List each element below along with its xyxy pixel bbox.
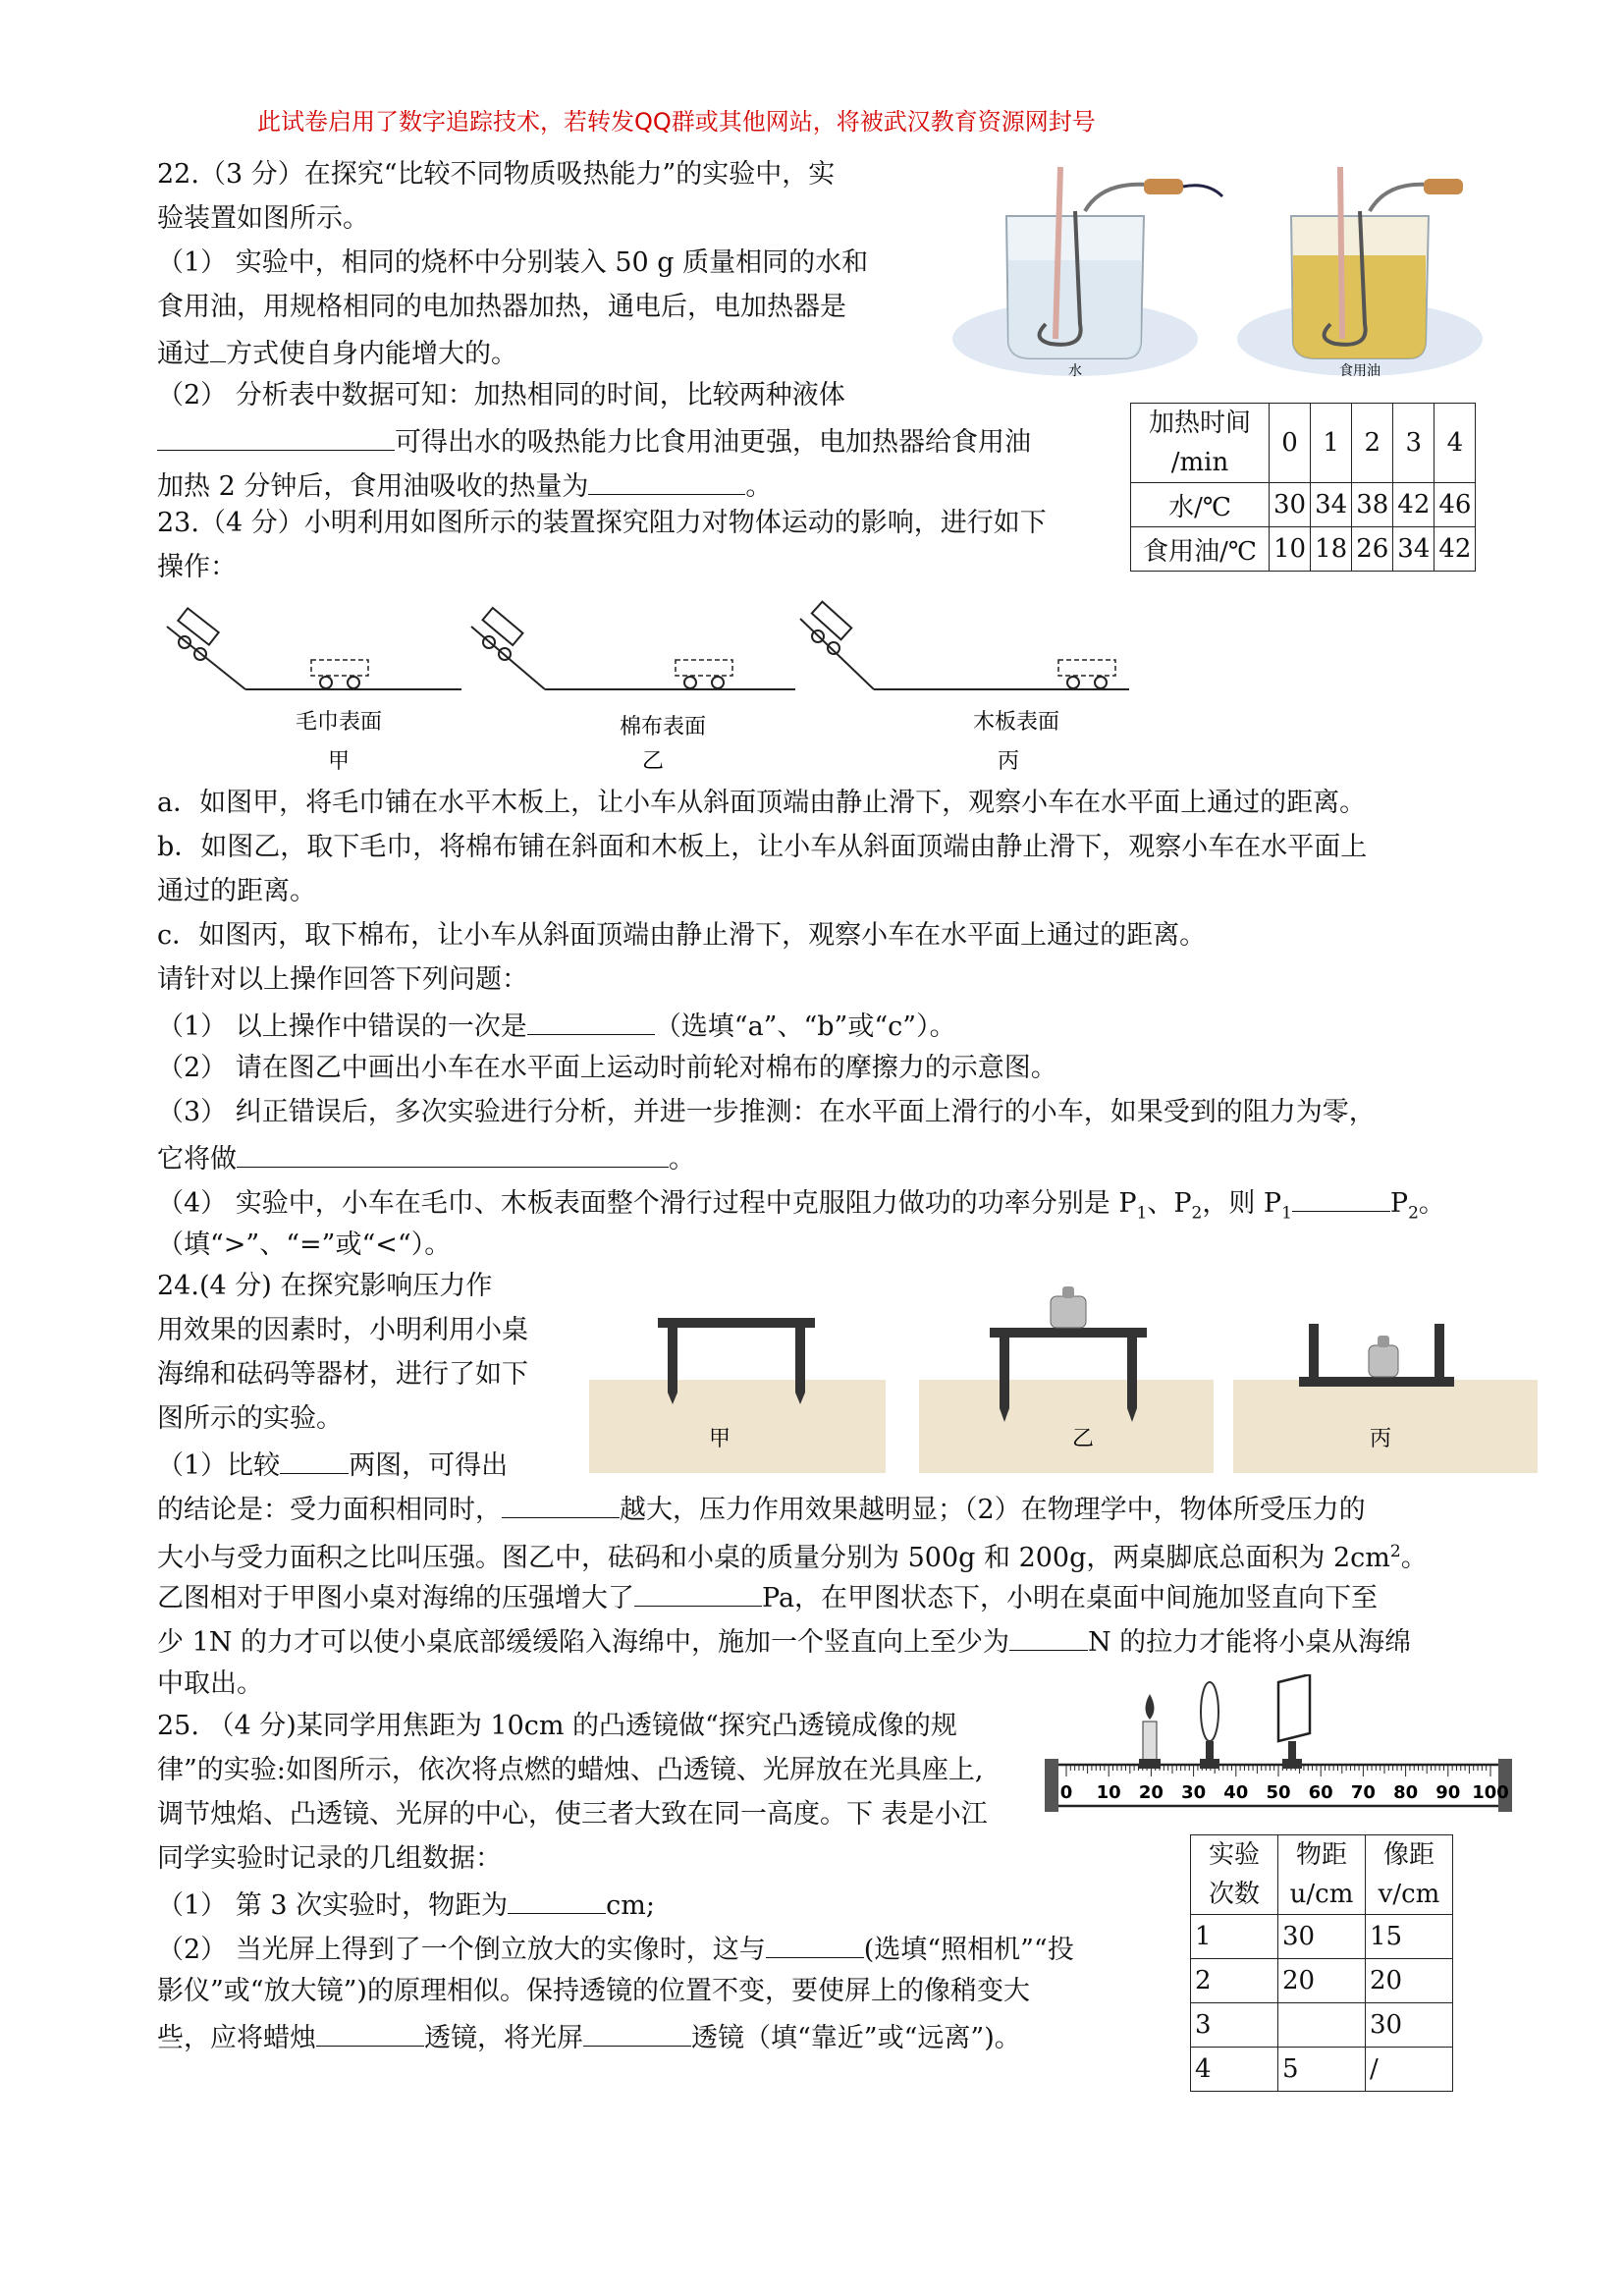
- q24-line7: 大小与受力面积之比叫压强。图乙中，砝码和小桌的质量分别为 500g 和 200g，两桌脚底总面积为 $2cm^2$。: [157, 1542, 1428, 1573]
- sponge-panel-yi: [919, 1286, 1214, 1473]
- beaker1-label: 水: [1068, 363, 1082, 379]
- table-cell: 5: [1278, 2048, 1366, 2092]
- fig-tag-bing: 丙: [997, 749, 1020, 774]
- table-cell: 15: [1366, 1915, 1453, 1959]
- ruler-tick-label: 60: [1308, 1782, 1333, 1803]
- table-row: [1191, 1915, 1453, 1959]
- heating-data-table: [1130, 403, 1476, 572]
- q23-sub3b: 它将做 。: [157, 1137, 695, 1179]
- answer-blank[interactable]: [634, 1576, 762, 1607]
- q23-step-a: a．如图甲，将毛巾铺在水平木板上，让小车从斜面顶端由静止滑下，观察小车在水平面上通过的距离。: [157, 788, 1367, 818]
- beaker2-label: 食用油: [1339, 363, 1380, 379]
- table-cell: 3: [1191, 2003, 1278, 2048]
- table-row: [1191, 2003, 1453, 2048]
- ruler-tick-label: 50: [1266, 1782, 1291, 1803]
- q25-line2: 律”的实验:如图所示，依次将点燃的蜡烛、凸透镜、光屏放在光具座上,: [157, 1755, 984, 1785]
- candle-icon: [1139, 1694, 1161, 1769]
- table-cell: 4: [1191, 2048, 1278, 2092]
- q23-step-c: c．如图丙，取下棉布，让小车从斜面顶端由静止滑下，观察小车在水平面上通过的距离。: [157, 920, 1207, 951]
- q25-line5: （1） 第 3 次实验时，物距为 cm;: [157, 1884, 655, 1926]
- ruler-tick-label: 30: [1181, 1782, 1207, 1803]
- slope-fig-yi: [471, 608, 795, 689]
- q24-line1: 24.(4 分) 在探究影响压力作: [157, 1271, 493, 1301]
- q22-line2: 验装置如图所示。: [157, 203, 369, 234]
- answer-blank[interactable]: [1009, 1620, 1088, 1651]
- table-cell: 30: [1278, 1915, 1366, 1959]
- table-cell: 26: [1352, 527, 1393, 572]
- table-header-cell: 1: [1311, 404, 1352, 483]
- ruler-tick-label: 90: [1435, 1782, 1461, 1803]
- q23-sub4b: （填“>”、“=”或“<“）。: [157, 1229, 452, 1260]
- table-cell: 食用油/℃: [1131, 527, 1270, 572]
- q22-line7: 可得出水的吸热能力比食用油更强，电加热器给食用油: [157, 420, 1031, 463]
- q24-line8: 乙图相对于甲图小桌对海绵的压强增大了 Pa，在甲图状态下，小明在桌面中间施加竖直向下至: [157, 1576, 1378, 1618]
- answer-blank[interactable]: [1292, 1181, 1390, 1212]
- light-screen-icon: [1278, 1674, 1310, 1769]
- table-cell: 38: [1352, 483, 1393, 527]
- answer-blank[interactable]: [280, 1444, 349, 1474]
- ruler-tick-label: 70: [1350, 1782, 1376, 1803]
- surface-label-cotton: 棉布表面: [619, 715, 707, 739]
- table-cell[interactable]: [1278, 2003, 1366, 2048]
- table-cell: /: [1366, 2048, 1453, 2092]
- sponge-table-figure: [587, 1277, 1540, 1473]
- table-row: [1131, 527, 1476, 572]
- fig-tag-jia: 甲: [327, 749, 351, 774]
- watermark-notice: 此试卷启用了数字追踪技术，若转发QQ群或其他网站，将被武汉教育资源网封号: [257, 108, 1096, 136]
- table-row: [1191, 2048, 1453, 2092]
- q22-line3: （1） 实验中，相同的烧杯中分别装入 50 g 质量相同的水和: [157, 247, 869, 278]
- q25-line7: 影仪”或“放大镜”)的原理相似。保持透镜的位置不变，要使屏上的像稍变大: [157, 1976, 1030, 2006]
- ruler-tick-label: 0: [1059, 1782, 1073, 1803]
- sponge-tag-bing: 丙: [1369, 1427, 1392, 1451]
- q25-line8: 些，应将蜡烛 透镜，将光屏 透镜（填“靠近”或“远离”)。: [157, 2016, 1021, 2058]
- sponge-tag-yi: 乙: [1071, 1427, 1095, 1451]
- sponge-panel-jia: [589, 1318, 886, 1473]
- fig-tag-yi: 乙: [641, 749, 665, 774]
- lens-data-table: [1190, 1834, 1453, 2092]
- q22-line4: 食用油，用规格相同的电加热器加热，通电后，电加热器是: [157, 292, 846, 322]
- answer-blank[interactable]: [316, 2016, 424, 2047]
- surface-label-wood: 木板表面: [972, 710, 1060, 735]
- q24-line4: 图所示的实验。: [157, 1403, 343, 1434]
- answer-blank[interactable]: [766, 1928, 864, 1958]
- table-cell: 30: [1366, 2003, 1453, 2048]
- ruler-tick-label: 80: [1393, 1782, 1419, 1803]
- q25-line4: 同学实验时记录的几组数据：: [157, 1843, 502, 1874]
- table-row: [1131, 404, 1476, 483]
- table-header-cell: 像距 v/cm: [1366, 1835, 1453, 1915]
- q23-step-b2: 通过的距离。: [157, 876, 316, 906]
- slope-fig-bing: [800, 602, 1129, 689]
- answer-blank[interactable]: [508, 1884, 606, 1914]
- table-cell: 10: [1270, 527, 1311, 572]
- table-header-cell: 实验 次数: [1191, 1835, 1278, 1915]
- q24-line5: （1）比较 两图，可得出: [157, 1444, 508, 1486]
- table-cell: 18: [1311, 527, 1352, 572]
- table-header-cell: 4: [1435, 404, 1476, 483]
- surface-label-towel: 毛巾表面: [295, 710, 383, 735]
- q24-line9: 少 1N 的力才可以使小桌底部缓缓陷入海绵中，施加一个竖直向上至少为 N 的拉力才能将小桌从海绵: [157, 1620, 1411, 1663]
- ruler-tick-label: 40: [1223, 1782, 1249, 1803]
- ruler-tick-label: 100: [1472, 1782, 1509, 1803]
- table-header-cell: 物距 u/cm: [1278, 1835, 1366, 1915]
- q23-sub4: （4） 实验中，小车在毛巾、木板表面整个滑行过程中克服阻力做功的功率分别是 $P_1$、$P_2$，则 $P_1$ $P_2$。: [157, 1181, 1445, 1232]
- q24-line2: 用效果的因素时，小明利用小桌: [157, 1315, 528, 1345]
- q25-line3: 调节烛焰、凸透镜、光屏的中心，使三者大致在同一高度。下 表是小江: [157, 1799, 988, 1830]
- q23-line1: 23.（4 分）小明利用如图所示的装置探究阻力对物体运动的影响，进行如下: [157, 508, 1047, 538]
- q23-sub1: （1） 以上操作中错误的一次是 （选填“a”、“b”或“c”）。: [157, 1005, 956, 1047]
- q23-sub3: （3） 纠正错误后，多次实验进行分析，并进一步推测：在水平面上滑行的小车，如果受到的阻力为零，: [157, 1097, 1376, 1127]
- ruler-tick-label: 20: [1138, 1782, 1164, 1803]
- table-cell: 30: [1270, 483, 1311, 527]
- q23-sub2: （2） 请在图乙中画出小车在水平面上运动时前轮对棉布的摩擦力的示意图。: [157, 1053, 1057, 1083]
- convex-lens-icon: [1200, 1682, 1219, 1769]
- answer-blank[interactable]: [588, 464, 745, 495]
- table-row: [1191, 1959, 1453, 2003]
- table-cell: 20: [1366, 1959, 1453, 2003]
- table-cell: 42: [1393, 483, 1435, 527]
- sponge-tag-jia: 甲: [708, 1427, 731, 1451]
- table-cell: 34: [1393, 527, 1435, 572]
- q23-ask: 请针对以上操作回答下列问题：: [157, 964, 528, 995]
- q25-line1: 25. （4 分)某同学用焦距为 10cm 的凸透镜做“探究凸透镜成像的规: [157, 1711, 957, 1741]
- slope-fig-jia: [167, 608, 461, 689]
- ruler-tick-label: 10: [1096, 1782, 1121, 1803]
- q24-line6: 的结论是：受力面积相同时， 越大，压力作用效果越明显；（2）在物理学中，物体所受压力的: [157, 1488, 1366, 1530]
- table-cell: 34: [1311, 483, 1352, 527]
- table-row: [1131, 483, 1476, 527]
- table-cell: 水/℃: [1131, 483, 1270, 527]
- table-cell: 20: [1278, 1959, 1366, 2003]
- q22-line8: 加热 2 分钟后，食用油吸收的热量为 。: [157, 464, 772, 507]
- table-cell: 46: [1435, 483, 1476, 527]
- slope-cart-figure: [157, 599, 1159, 776]
- table-row: [1191, 1835, 1453, 1915]
- q24-line10: 中取出。: [157, 1668, 263, 1699]
- table-header-cell: 2: [1352, 404, 1393, 483]
- table-cell: 1: [1191, 1915, 1278, 1959]
- table-header-cell: 3: [1393, 404, 1435, 483]
- q24-line3: 海绵和砝码等器材，进行了如下: [157, 1359, 528, 1390]
- answer-blank[interactable]: [157, 420, 395, 451]
- answer-blank[interactable]: [237, 1137, 669, 1168]
- q22-line5: 通过 方式使自身内能增大的。: [157, 332, 517, 374]
- beakers-figure: [938, 157, 1488, 393]
- answer-blank[interactable]: [502, 1488, 620, 1518]
- answer-blank[interactable]: [583, 2016, 691, 2047]
- answer-blank[interactable]: [527, 1005, 655, 1035]
- q25-line6: （2） 当光屏上得到了一个倒立放大的实像时，这与 (选填“照相机”“投: [157, 1928, 1074, 1970]
- q23-line2: 操作：: [157, 552, 237, 582]
- q22-line1: 22.（3 分）在探究“比较不同物质吸热能力”的实验中，实: [157, 159, 836, 190]
- table-header-cell: 加热时间 /min: [1131, 404, 1270, 483]
- table-cell: 42: [1435, 527, 1476, 572]
- optical-bench-figure: [1043, 1674, 1514, 1831]
- q23-step-b: b．如图乙，取下毛巾，将棉布铺在斜面和木板上，让小车从斜面顶端由静止滑下，观察小车在水平面上: [157, 832, 1368, 862]
- table-cell: 2: [1191, 1959, 1278, 2003]
- q22-line6: （2） 分析表中数据可知：加热相同的时间，比较两种液体: [157, 380, 845, 410]
- table-header-cell: 0: [1270, 404, 1311, 483]
- answer-blank[interactable]: [210, 332, 226, 362]
